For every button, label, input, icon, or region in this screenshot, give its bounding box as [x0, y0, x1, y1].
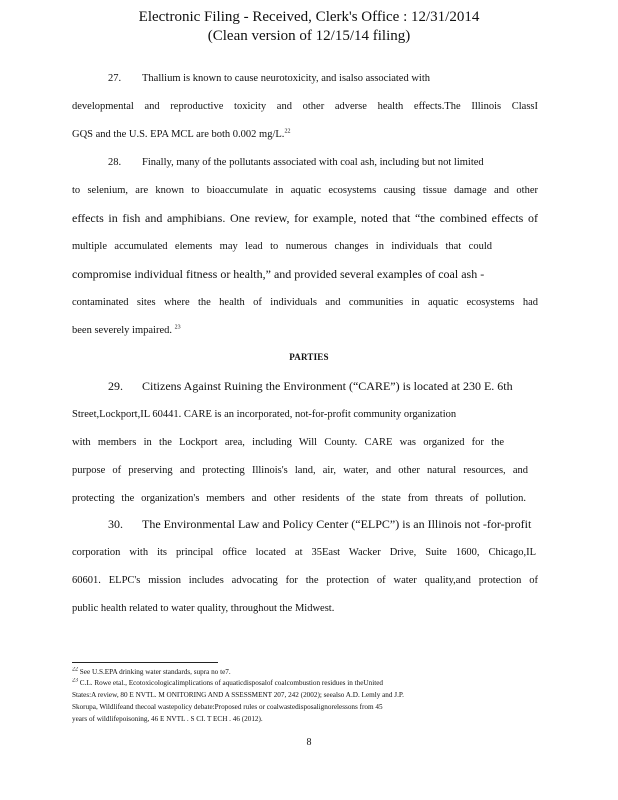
- paragraph-27-line-3: [72, 128, 538, 142]
- paragraph-text: GQS and the U.S. EPA MCL are both 0.002 mg/L.: [72, 129, 285, 140]
- filing-stamp-line: Electronic Filing - Received, Clerk's Office : 12/31/2014: [138, 9, 480, 25]
- paragraph-28-line-7: [72, 324, 538, 338]
- footnote-23-line-1: [72, 678, 538, 688]
- footnote-text: See U.S.EPA drinking water standards, supra no te7.: [79, 668, 231, 676]
- paragraph-text: been severely impaired.: [72, 325, 172, 336]
- footnote-23-line-2: States:A review, 80 E NVTL. M ONITORING AND A SSESSMENT 207, 242 (2002); seealso A.D. Lemly and J.P.: [72, 691, 404, 699]
- paragraph-29-line-2: Street,Lockport,IL 60441. CARE is an incorporated, not-for-profit community organization: [72, 409, 457, 420]
- footnote-ref: 22: [284, 128, 291, 135]
- section-heading-parties: PARTIES: [289, 352, 329, 362]
- footnote-text: C.L. Rowe etal., Ecotoxicologicalimplications of aquaticdisposalof coalcombustion residues in theUnited: [79, 679, 383, 687]
- footnote-divider: [72, 662, 218, 663]
- paragraph-number: 29.: [108, 379, 123, 393]
- paragraph-28-line-3: effects in fish and amphibians. One review, for example, noted that “the combined effects of: [72, 211, 538, 225]
- paragraph-30-line-2: corporation with its principal office located at 35East Wacker Drive, Suite 1600, Chicago,IL: [72, 547, 536, 558]
- page-number: 8: [306, 737, 312, 748]
- paragraph-29-line-3: with members in the Lockport area, including Will County. CARE was organized for the: [72, 437, 504, 448]
- paragraph-30-line-3: 60601. ELPC's mission includes advocating for the protection of water quality,and protection of: [72, 575, 538, 586]
- paragraph-29-line-5: protecting the organization's members and other residents of the state from threats of pollution.: [72, 493, 526, 504]
- paragraph-28-line-6: contaminated sites where the health of individuals and communities in aquatic ecosystems had: [72, 297, 538, 308]
- paragraph-text: The Environmental Law and Policy Center (“ELPC”) is an Illinois not -for-profit: [142, 517, 532, 531]
- paragraph-30-line-4: public health related to water quality, throughout the Midwest.: [72, 603, 335, 614]
- footnote-ref: 23: [174, 324, 181, 331]
- footnote-23-line-3: Skorupa, Wildlifeand thecoal wastepolicy debate:Proposed rules or coalwastedisposalignorelessons from 45: [72, 703, 383, 711]
- paragraph-text: Thallium is known to cause neurotoxicity, and isalso associated with: [142, 73, 431, 84]
- paragraph-number: 28.: [108, 157, 122, 168]
- footnote-mark: 23: [72, 678, 78, 684]
- paragraph-28-line-2: to selenium, are known to bioaccumulate in aquatic ecosystems causing tissue damage and other: [72, 185, 538, 196]
- paragraph-30-line-1: [108, 517, 538, 531]
- paragraph-29-line-4: purpose of preserving and protecting Illinois's land, air, water, and other natural resources, and: [72, 465, 528, 476]
- paragraph-28-line-5: compromise individual fitness or health,” and provided several examples of coal ash -: [72, 267, 485, 281]
- paragraph-text: Finally, many of the pollutants associated with coal ash, including but not limited: [142, 157, 484, 168]
- paragraph-29-line-1: [108, 379, 538, 393]
- paragraph-28-line-4: multiple accumulated elements may lead to numerous changes in individuals that could: [72, 241, 492, 252]
- filing-version-line: (Clean version of 12/15/14 filing): [207, 28, 411, 44]
- paragraph-28-line-1: [108, 156, 538, 170]
- paragraph-text: Citizens Against Ruining the Environment (“CARE”) is located at 230 E. 6th: [142, 379, 513, 393]
- paragraph-27-line-2: developmental and reproductive toxicity and other adverse health effects.The Illinois ClassI: [72, 101, 538, 112]
- paragraph-number: 30.: [108, 517, 123, 531]
- paragraph-27-line-1: [108, 72, 538, 86]
- footnote-mark: 22: [72, 667, 78, 673]
- footnote-22: [72, 667, 538, 677]
- filing-header: [0, 8, 618, 46]
- footnote-23-line-4: years of wildlifepoisoning, 46 E NVTL . S CI. T ECH . 46 (2012).: [72, 715, 263, 723]
- paragraph-number: 27.: [108, 73, 122, 84]
